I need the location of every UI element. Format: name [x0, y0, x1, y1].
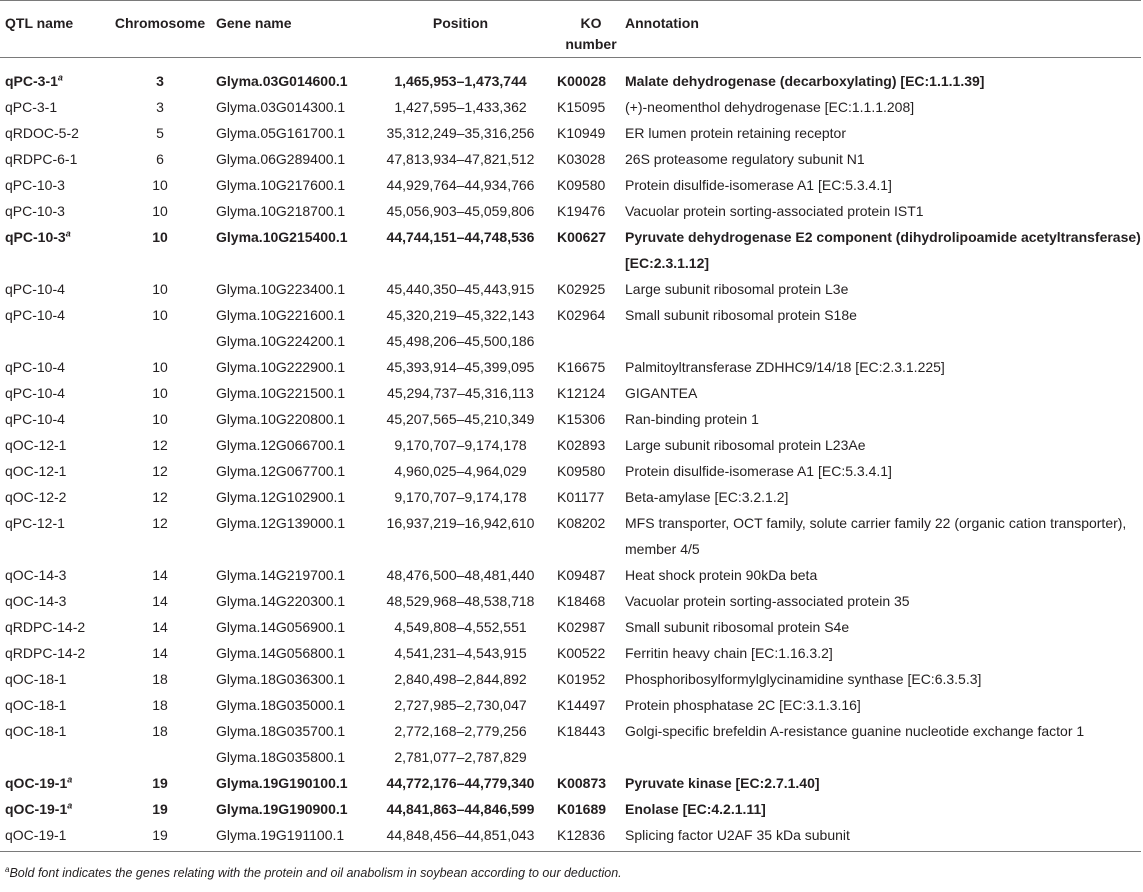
- cell-gene-name: Glyma.10G224200.1: [216, 333, 346, 349]
- table-row: [0, 380, 1141, 406]
- cell-annotation: Pyruvate kinase [EC:2.7.1.40]: [625, 775, 820, 791]
- table-row: [0, 666, 1141, 692]
- cell-gene-name: Glyma.19G190100.1: [216, 775, 348, 791]
- cell-qtl-name: [0, 588, 104, 614]
- table-row: [0, 718, 1141, 744]
- cell-ko-number: K15095: [557, 99, 606, 115]
- cell-gene-name: Glyma.03G014600.1: [216, 73, 348, 89]
- cell-gene-name: Glyma.03G014300.1: [216, 99, 346, 115]
- cell-annotation: Enolase [EC:4.2.1.11]: [625, 801, 766, 817]
- cell-ko-number: K12124: [557, 385, 606, 401]
- cell-gene-name: Glyma.10G221600.1: [216, 307, 346, 323]
- cell-gene-name: Glyma.10G223400.1: [216, 281, 346, 297]
- cell-gene-name: Glyma.10G217600.1: [216, 177, 346, 193]
- cell-annotation: Vacuolar protein sorting-associated protein IST1: [625, 203, 924, 219]
- cell-annotation: Large subunit ribosomal protein L3e: [625, 281, 849, 297]
- cell-position: 2,781,077–2,787,829: [394, 749, 527, 765]
- qtl-name-text: qRDPC-6-1: [5, 151, 78, 167]
- cell-gene-name: Glyma.12G066700.1: [216, 437, 346, 453]
- cell-annotation: Palmitoyltransferase ZDHHC9/14/18 [EC:2.3.1.225]: [625, 359, 945, 375]
- cell-annotation: Ran-binding protein 1: [625, 411, 759, 427]
- cell-position: 45,440,350–45,443,915: [386, 281, 535, 297]
- cell-qtl-name: [0, 770, 104, 796]
- cell-qtl-name: [0, 822, 104, 852]
- table-row: [0, 822, 1141, 852]
- header-chromosome: Chromosome: [104, 1, 216, 58]
- cell-qtl-name: [0, 666, 104, 692]
- cell-position: 45,320,219–45,322,143: [386, 307, 535, 323]
- qtl-name-text: qOC-14-3: [5, 567, 67, 583]
- cell-chromosome: 12: [152, 463, 168, 479]
- cell-qtl-name: [0, 458, 104, 484]
- cell-chromosome: 12: [152, 437, 168, 453]
- cell-ko-number: K09580: [557, 463, 606, 479]
- cell-position: 44,841,863–44,846,599: [386, 801, 535, 817]
- cell-ko-number: K00522: [557, 645, 606, 661]
- table-body: [0, 58, 1141, 852]
- qtl-name-text: qOC-19-1: [5, 801, 68, 817]
- cell-annotation: Large subunit ribosomal protein L23Ae: [625, 437, 866, 453]
- table-row: [0, 458, 1141, 484]
- qtl-name-text: qOC-18-1: [5, 723, 67, 739]
- cell-chromosome: 18: [152, 697, 168, 713]
- cell-ko-number: K09580: [557, 177, 606, 193]
- cell-gene-name: Glyma.10G218700.1: [216, 203, 346, 219]
- cell-annotation: Protein phosphatase 2C [EC:3.1.3.16]: [625, 697, 861, 713]
- cell-annotation: Beta-amylase [EC:3.2.1.2]: [625, 489, 789, 505]
- cell-annotation: GIGANTEA: [625, 385, 698, 401]
- table-row: [0, 770, 1141, 796]
- table-row: [0, 588, 1141, 614]
- table-row: [0, 354, 1141, 380]
- table-row: [0, 484, 1141, 510]
- cell-gene-name: Glyma.14G056800.1: [216, 645, 346, 661]
- cell-gene-name: Glyma.12G102900.1: [216, 489, 346, 505]
- cell-qtl-name: [0, 718, 104, 744]
- cell-ko-number: K02925: [557, 281, 606, 297]
- cell-gene-name: Glyma.19G191100.1: [216, 822, 368, 852]
- header-gene-name: Gene name: [216, 1, 368, 58]
- cell-qtl-name: [0, 640, 104, 666]
- cell-position: 44,848,456–44,851,043: [368, 822, 553, 852]
- footnote-marker: a: [65, 228, 71, 239]
- cell-qtl-name: [0, 380, 104, 406]
- qtl-name-text: qRDPC-14-2: [5, 619, 86, 635]
- cell-annotation: Small subunit ribosomal protein S4e: [625, 619, 850, 635]
- cell-ko-number: K09487: [557, 567, 606, 583]
- cell-ko-number: K03028: [557, 151, 606, 167]
- cell-position: 48,529,968–48,538,718: [386, 593, 535, 609]
- cell-chromosome: 19: [152, 775, 168, 791]
- cell-position: 45,393,914–45,399,095: [386, 359, 535, 375]
- cell-qtl-name: [0, 614, 104, 640]
- cell-position: 45,056,903–45,059,806: [386, 203, 535, 219]
- cell-position: 4,541,231–4,543,915: [394, 645, 527, 661]
- table-row: [0, 692, 1141, 718]
- cell-position: 44,744,151–44,748,536: [386, 229, 535, 245]
- table-row: [0, 406, 1141, 432]
- cell-position: 4,960,025–4,964,029: [394, 463, 527, 479]
- cell-ko-number: K15306: [557, 411, 606, 427]
- table-row: [0, 302, 1141, 328]
- qtl-name-text: qPC-10-4: [5, 411, 65, 427]
- cell-qtl-name: [0, 224, 104, 276]
- cell-qtl-name: [0, 692, 104, 718]
- cell-annotation: Splicing factor U2AF 35 kDa subunit: [625, 822, 1141, 852]
- cell-chromosome: [104, 328, 216, 354]
- cell-ko-number: K14497: [557, 697, 606, 713]
- cell-gene-name: Glyma.14G219700.1: [216, 567, 346, 583]
- table-row: [0, 640, 1141, 666]
- cell-position: 48,476,500–48,481,440: [386, 567, 535, 583]
- cell-chromosome: 19: [104, 822, 216, 852]
- cell-position: 9,170,707–9,174,178: [394, 489, 527, 505]
- cell-gene-name: Glyma.18G035800.1: [216, 749, 346, 765]
- table-row: [0, 614, 1141, 640]
- cell-gene-name: Glyma.18G036300.1: [216, 671, 346, 687]
- qtl-name-text: qPC-10-3: [5, 203, 65, 219]
- cell-ko-number: K19476: [557, 203, 606, 219]
- table-row: [0, 744, 1141, 770]
- header-ko-number: [553, 1, 625, 58]
- cell-annotation: Phosphoribosylformylglycinamidine synthase [EC:6.3.5.3]: [625, 671, 982, 687]
- cell-position: 4,549,808–4,552,551: [394, 619, 527, 635]
- cell-ko-number: K01689: [557, 801, 607, 817]
- cell-chromosome: 19: [152, 801, 168, 817]
- table-row: [0, 172, 1141, 198]
- cell-annotation: (+)-neomenthol dehydrogenase [EC:1.1.1.208]: [625, 99, 915, 115]
- qtl-name-text: qRDPC-14-2: [5, 645, 86, 661]
- cell-gene-name: Glyma.18G035700.1: [216, 723, 346, 739]
- cell-chromosome: 6: [156, 151, 164, 167]
- cell-gene-name: Glyma.06G289400.1: [216, 151, 346, 167]
- cell-gene-name: Glyma.18G035000.1: [216, 697, 346, 713]
- cell-gene-name: Glyma.12G067700.1: [216, 463, 346, 479]
- table-row: [0, 224, 1141, 276]
- cell-gene-name: Glyma.10G220800.1: [216, 411, 346, 427]
- cell-qtl-name: [0, 796, 104, 822]
- footnote-marker: a: [67, 800, 73, 811]
- cell-ko-number: K18468: [557, 593, 606, 609]
- cell-qtl-name: [0, 172, 104, 198]
- qtl-name-text: qOC-19-1: [5, 827, 67, 843]
- cell-annotation: Golgi-specific brefeldin A-resistance guanine nucleotide exchange factor 1: [625, 723, 1085, 739]
- cell-annotation: ER lumen protein retaining receptor: [625, 125, 847, 141]
- cell-position: 35,312,249–35,316,256: [386, 125, 535, 141]
- cell-ko-number: K00873: [557, 775, 607, 791]
- qtl-name-text: qPC-3-1: [5, 99, 58, 115]
- cell-chromosome: 18: [152, 723, 168, 739]
- cell-annotation: Protein disulfide-isomerase A1 [EC:5.3.4.1]: [625, 177, 892, 193]
- cell-gene-name: Glyma.05G161700.1: [216, 125, 346, 141]
- qtl-name-text: qPC-10-4: [5, 307, 65, 323]
- cell-gene-name: Glyma.10G222900.1: [216, 359, 346, 375]
- header-ko-number-line2: number: [565, 36, 617, 52]
- table-footnote: [5, 866, 622, 880]
- footnote-marker: a: [67, 774, 73, 785]
- cell-qtl-name: [0, 276, 104, 302]
- cell-annotation: 26S proteasome regulatory subunit N1: [625, 151, 865, 167]
- cell-qtl-name: [0, 562, 104, 588]
- table-row: [0, 58, 1141, 95]
- cell-chromosome: 10: [152, 359, 168, 375]
- cell-position: 16,937,219–16,942,610: [386, 515, 535, 531]
- cell-chromosome: 10: [152, 385, 168, 401]
- qtl-name-text: qPC-10-4: [5, 359, 65, 375]
- cell-chromosome: 10: [152, 203, 168, 219]
- cell-chromosome: 12: [152, 515, 168, 531]
- cell-annotation: [625, 744, 1141, 770]
- cell-chromosome: 10: [152, 411, 168, 427]
- footnote-marker: a: [57, 72, 63, 83]
- table-row: [0, 328, 1141, 354]
- qtl-name-text: qOC-12-1: [5, 463, 67, 479]
- table-row: [0, 562, 1141, 588]
- cell-ko-number: K01952: [557, 671, 606, 687]
- table-row: [0, 510, 1141, 562]
- qtl-name-text: qOC-12-1: [5, 437, 67, 453]
- qtl-name-text: qRDOC-5-2: [5, 125, 79, 141]
- table-row: [0, 276, 1141, 302]
- cell-position: 44,929,764–44,934,766: [386, 177, 535, 193]
- header-position: Position: [368, 1, 553, 58]
- cell-annotation: Heat shock protein 90kDa beta: [625, 567, 818, 583]
- cell-chromosome: 5: [156, 125, 164, 141]
- cell-chromosome: 14: [152, 567, 168, 583]
- cell-annotation: Vacuolar protein sorting-associated protein 35: [625, 593, 910, 609]
- cell-qtl-name: [0, 146, 104, 172]
- qtl-name-text: qOC-19-1: [5, 775, 68, 791]
- cell-qtl-name: [0, 120, 104, 146]
- cell-chromosome: 18: [152, 671, 168, 687]
- cell-qtl-name: [0, 94, 104, 120]
- qtl-name-text: qOC-18-1: [5, 671, 67, 687]
- cell-ko-number: K01177: [557, 489, 605, 505]
- cell-chromosome: 14: [152, 593, 168, 609]
- cell-qtl-name: [0, 198, 104, 224]
- cell-ko-number: [553, 328, 625, 354]
- cell-gene-name: Glyma.12G139000.1: [216, 515, 346, 531]
- cell-position: 1,427,595–1,433,362: [394, 99, 527, 115]
- table-row: [0, 432, 1141, 458]
- cell-position: 47,813,934–47,821,512: [386, 151, 535, 167]
- cell-ko-number: K00627: [557, 229, 607, 245]
- qtl-name-text: qPC-10-4: [5, 281, 65, 297]
- header-qtl-name: QTL name: [0, 1, 104, 58]
- cell-chromosome: 3: [156, 73, 164, 89]
- cell-annotation: Malate dehydrogenase (decarboxylating) [EC:1.1.1.39]: [625, 73, 985, 89]
- cell-ko-number: K16675: [557, 359, 606, 375]
- footnote-marker: a: [5, 864, 10, 874]
- cell-position: 45,294,737–45,316,113: [387, 385, 534, 401]
- header-annotation: Annotation: [625, 1, 1141, 58]
- cell-qtl-name: [0, 510, 104, 562]
- cell-position: 45,207,565–45,210,349: [386, 411, 535, 427]
- cell-annotation: Small subunit ribosomal protein S18e: [625, 307, 857, 323]
- qtl-name-text: qPC-10-4: [5, 385, 65, 401]
- qtl-name-text: qOC-18-1: [5, 697, 67, 713]
- table-header-row: [0, 1, 1141, 58]
- cell-ko-number: K18443: [557, 723, 606, 739]
- cell-qtl-name: [0, 58, 104, 95]
- cell-gene-name: Glyma.14G056900.1: [216, 619, 346, 635]
- table-row: [0, 796, 1141, 822]
- cell-position: 2,727,985–2,730,047: [394, 697, 527, 713]
- cell-qtl-name: [0, 354, 104, 380]
- table-row: [0, 146, 1141, 172]
- qtl-name-text: qOC-14-3: [5, 593, 67, 609]
- table-row: [0, 94, 1141, 120]
- cell-position: 45,498,206–45,500,186: [386, 333, 535, 349]
- cell-qtl-name: [0, 328, 104, 354]
- cell-chromosome: 10: [152, 177, 168, 193]
- cell-ko-number: K02987: [557, 619, 606, 635]
- header-ko-number-line1: KO: [580, 15, 602, 31]
- cell-chromosome: 10: [152, 229, 168, 245]
- cell-chromosome: 3: [156, 99, 164, 115]
- cell-qtl-name: [0, 484, 104, 510]
- cell-position: 9,170,707–9,174,178: [394, 437, 527, 453]
- cell-chromosome: 10: [152, 307, 168, 323]
- cell-chromosome: 10: [152, 281, 168, 297]
- qtl-name-text: qPC-10-3: [5, 177, 65, 193]
- cell-chromosome: 14: [152, 619, 168, 635]
- table-row: [0, 120, 1141, 146]
- cell-position: 1,465,953–1,473,744: [394, 73, 527, 89]
- cell-qtl-name: [0, 302, 104, 328]
- cell-ko-number: K12836: [553, 822, 625, 852]
- cell-ko-number: K02893: [557, 437, 606, 453]
- cell-gene-name: Glyma.10G215400.1: [216, 229, 348, 245]
- cell-gene-name: Glyma.10G221500.1: [216, 385, 346, 401]
- cell-chromosome: 12: [152, 489, 168, 505]
- qtl-name-text: qOC-12-2: [5, 489, 67, 505]
- qtl-name-text: qPC-12-1: [5, 515, 65, 531]
- cell-ko-number: K02964: [557, 307, 606, 323]
- cell-annotation: [625, 328, 1141, 354]
- cell-position: 44,772,176–44,779,340: [386, 775, 535, 791]
- footnote-text: Bold font indicates the genes relating with the protein and oil anabolism in soybean according to our deduction.: [9, 866, 622, 880]
- qtl-name-text: qPC-10-3: [5, 229, 66, 245]
- cell-qtl-name: [0, 406, 104, 432]
- cell-annotation: MFS transporter, OCT family, solute carrier family 22 (organic cation transporter), member 4/5: [625, 515, 1127, 557]
- cell-chromosome: 14: [152, 645, 168, 661]
- cell-ko-number: [553, 744, 625, 770]
- cell-annotation: Pyruvate dehydrogenase E2 component (dihydrolipoamide acetyltransferase) [EC:2.3.1.12]: [625, 229, 1141, 271]
- cell-position: 2,772,168–2,779,256: [394, 723, 527, 739]
- cell-position: 2,840,498–2,844,892: [394, 671, 527, 687]
- cell-chromosome: [104, 744, 216, 770]
- cell-gene-name: Glyma.14G220300.1: [216, 593, 346, 609]
- cell-annotation: Ferritin heavy chain [EC:1.16.3.2]: [625, 645, 833, 661]
- cell-qtl-name: [0, 744, 104, 770]
- cell-gene-name: Glyma.19G190900.1: [216, 801, 348, 817]
- table-row: [0, 198, 1141, 224]
- cell-ko-number: K08202: [557, 515, 606, 531]
- cell-ko-number: K10949: [557, 125, 606, 141]
- cell-qtl-name: [0, 432, 104, 458]
- qtl-name-text: qPC-3-1: [5, 73, 58, 89]
- cell-ko-number: K00028: [557, 73, 607, 89]
- cell-annotation: Protein disulfide-isomerase A1 [EC:5.3.4.1]: [625, 463, 892, 479]
